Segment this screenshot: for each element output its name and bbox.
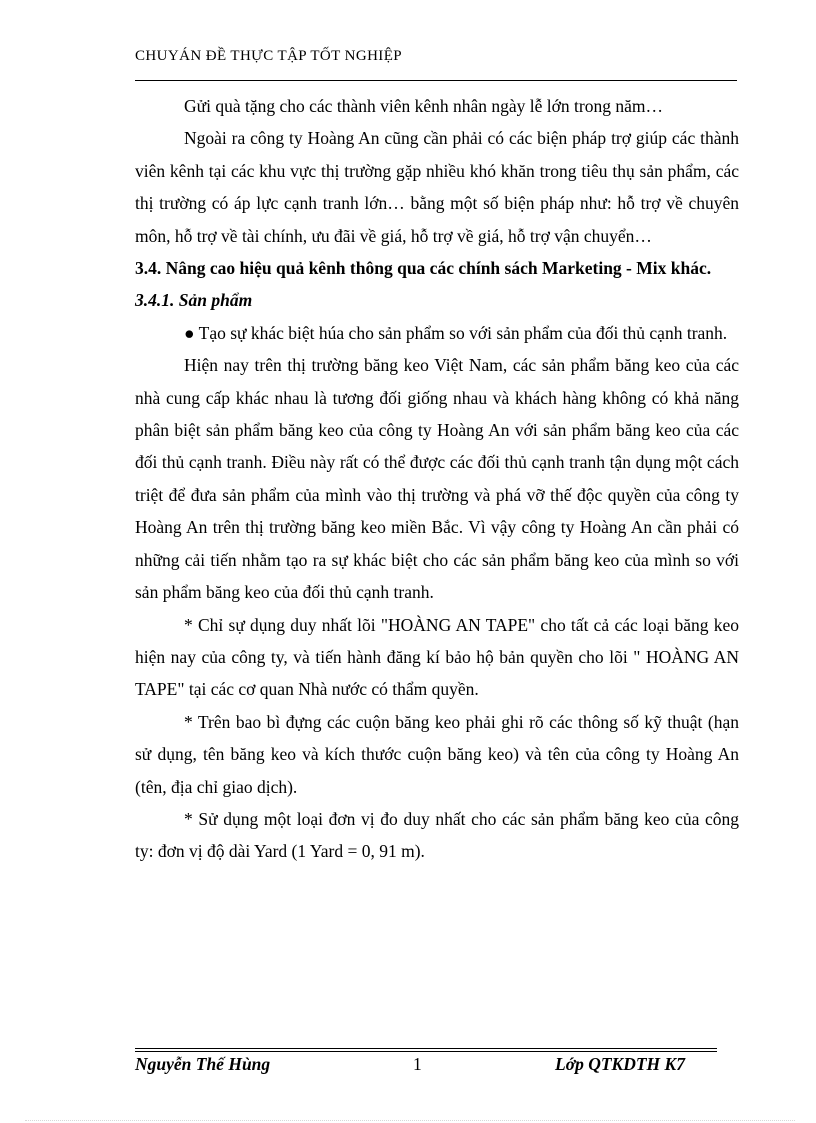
paragraph-core-brand: * Chỉ sự dụng duy nhất lõi "HOÀNG AN TAPE" cho tất cả các loại băng keo hiện nay của công ty, và tiến hành đăng kí bảo hộ bản quyền cho lõi " HOÀNG AN TAPE" tại các cơ quan Nhà nước có thẩm quyền. xyxy=(135,614,739,700)
paragraph-differentiation: ● Tạo sự khác biệt húa cho sản phẩm so với sản phẩm của đối thủ cạnh tranh. xyxy=(184,322,728,343)
subsection-heading-3-4-1: 3.4.1. Sản phẩm xyxy=(135,290,253,311)
footer-divider-bottom xyxy=(135,1051,717,1052)
paragraph-packaging: * Trên bao bì đựng các cuộn băng keo phải ghi rõ các thông số kỹ thuật (hạn sử dụng, tên băng keo và kích thước cuộn băng keo) và tên của công ty Hoàng An (tên, địa chỉ giao dịch). xyxy=(135,711,739,797)
paragraph-support-measures: Ngoài ra công ty Hoàng An cũng cần phải có các biện pháp trợ giúp các thành viên kênh tại các khu vực thị trường gặp nhiều khó khăn trong tiêu thụ sản phẩm, các thị trường có áp lực cạnh tranh lớn… bằng một số biện pháp như: hỗ trợ về chuyên môn, hỗ trợ về tài chính, ưu đãi về giá, hỗ trợ về giá, hỗ trợ vận chuyển… xyxy=(135,128,739,246)
footer-page-number: 1 xyxy=(413,1054,422,1074)
paragraph-gifts: Gửi quà tặng cho các thành viên kênh nhân ngày lễ lớn trong năm… xyxy=(184,96,663,116)
paragraph-unit-measure: * Sử dụng một loại đơn vị đo duy nhất cho các sản phẩm băng keo của công ty: đơn vị độ dài Yard (1 Yard = 0, 91 m). xyxy=(135,808,739,862)
section-heading-3-4: 3.4. Nâng cao hiệu quả kênh thông qua các chính sách Marketing - Mix khác. xyxy=(135,258,712,279)
footer-class: Lớp QTKDTH K7 xyxy=(555,1054,685,1074)
page-header: CHUYÁN ĐỀ THỰC TẬP TỐT NGHIỆP xyxy=(135,48,403,64)
footer-author: Nguyễn Thế Hùng xyxy=(135,1054,271,1074)
page-bottom-border xyxy=(25,1120,795,1121)
header-divider xyxy=(135,80,737,81)
document-body xyxy=(135,90,739,868)
paragraph-market-situation: Hiện nay trên thị trường băng keo Việt Nam, các sản phẩm băng keo của các nhà cung cấp khác nhau là tương đối giống nhau và khách hàng không có khả năng phân biệt sản phẩm băng keo của công ty Hoàng An với sản phẩm băng keo của các đối thủ cạnh tranh. Điều này rất có thể được các đối thủ cạnh tranh tận dụng một cách triệt để đưa sản phẩm của mình vào thị trường và phá vỡ thế độc quyền của công ty Hoàng An trên thị trường băng keo miền Bắc. Vì vậy công ty Hoàng An cần phải có những cải tiến nhằm tạo ra sự khác biệt cho các sản phẩm băng keo của mình so với sản phẩm băng keo của đối thủ cạnh tranh. xyxy=(135,355,739,603)
footer-divider-top xyxy=(135,1048,717,1049)
